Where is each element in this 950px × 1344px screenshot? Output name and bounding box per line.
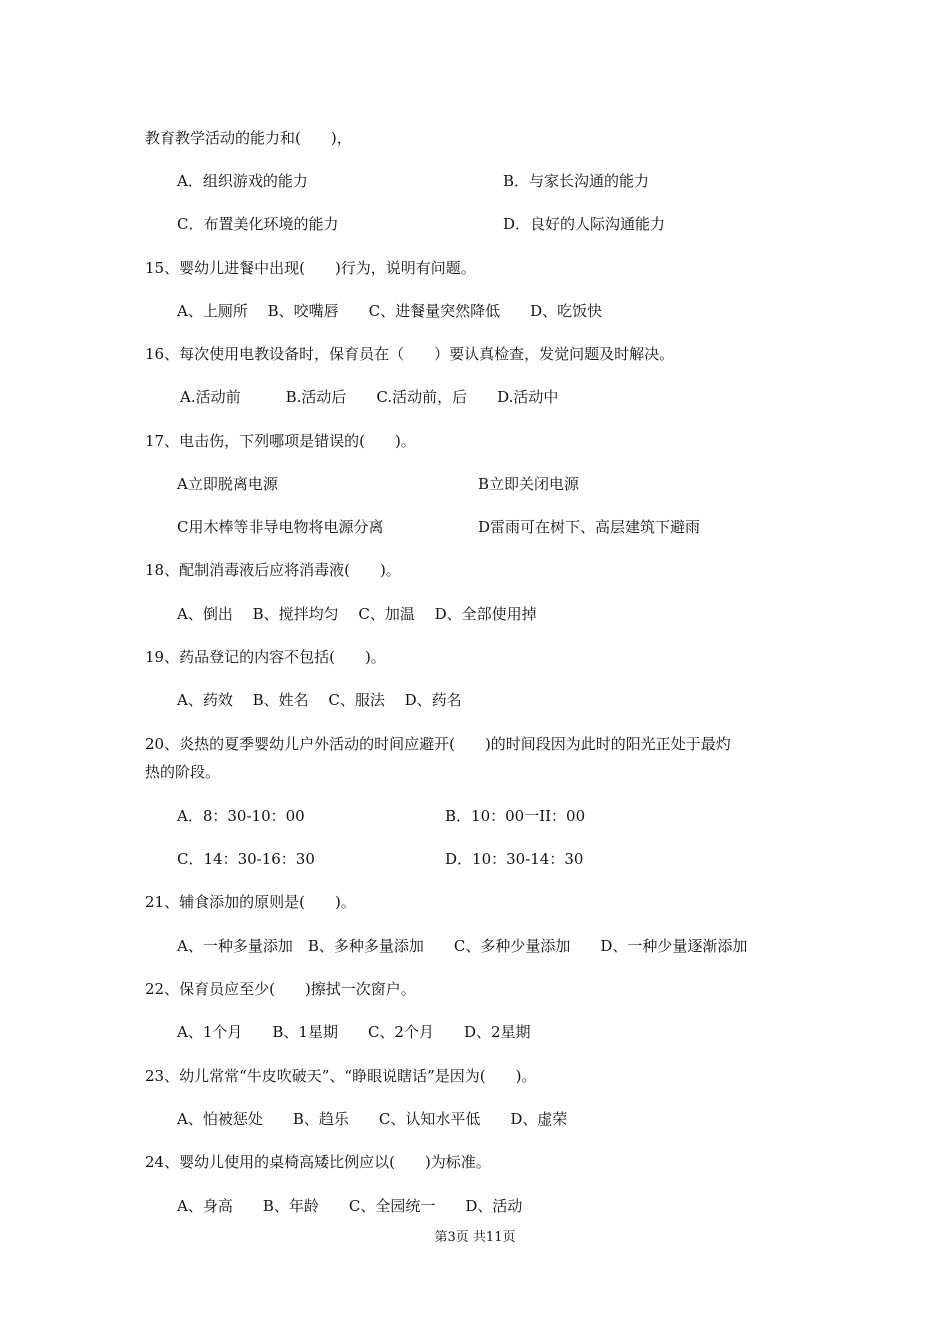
options-15: A、上厕所 B、咬嘴唇 C、进餐量突然降低 D、吃饭快 bbox=[177, 302, 603, 320]
question-17: 17、电击伤，下列哪项是错误的( )。 bbox=[145, 432, 416, 450]
options-22: A、1个月 B、1星期 C、2个月 D、2星期 bbox=[177, 1023, 531, 1041]
question-19: 19、药品登记的内容不包括( )。 bbox=[145, 648, 386, 666]
option-d: D．良好的人际沟通能力 bbox=[503, 215, 666, 233]
question-23: 23、幼儿常常“牛皮吹破天”、“睁眼说瞎话”是因为( )。 bbox=[145, 1067, 537, 1085]
question-20-cont: 热的阶段。 bbox=[145, 763, 221, 781]
option-c: C．布置美化环境的能力 bbox=[177, 215, 339, 233]
question-24: 24、婴幼儿使用的桌椅高矮比例应以( )为标准。 bbox=[145, 1153, 491, 1171]
option-a: A立即脱离电源 bbox=[177, 475, 278, 493]
question-15: 15、婴幼儿进餐中出现( )行为，说明有问题。 bbox=[145, 259, 476, 277]
options-23: A、怕被惩处 B、趋乐 C、认知水平低 D、虚荣 bbox=[177, 1110, 568, 1128]
question-16: 16、每次使用电教设备时，保育员在（ ）要认真检查，发觉问题及时解决。 bbox=[145, 345, 675, 363]
options-16: A.活动前 B.活动后 C.活动前，后 D.活动中 bbox=[180, 388, 559, 406]
text-line: 教育教学活动的能力和( )， bbox=[145, 129, 352, 147]
option-c: C用木棒等非导电物将电源分离 bbox=[177, 518, 384, 536]
option-a: A．8：30-10：00 bbox=[177, 807, 305, 825]
option-d: D雷雨可在树下、高层建筑下避雨 bbox=[478, 518, 701, 536]
option-b: B．10：00一II：00 bbox=[445, 807, 586, 825]
options-18: A、倒出 B、搅拌均匀 C、加温 D、全部使用掉 bbox=[177, 605, 537, 623]
options-19: A、药效 B、姓名 C、服法 D、药名 bbox=[177, 691, 462, 709]
page-footer: 第3页 共11页 bbox=[434, 1230, 516, 1245]
option-d: D．10：30-14：30 bbox=[445, 850, 584, 868]
option-a: A．组织游戏的能力 bbox=[177, 172, 308, 190]
options-21: A、一种多量添加 B、多种多量添加 C、多种少量添加 D、一种少量逐渐添加 bbox=[177, 937, 748, 955]
question-18: 18、配制消毒液后应将消毒液( )。 bbox=[145, 561, 401, 579]
option-b: B．与家长沟通的能力 bbox=[503, 172, 650, 190]
question-21: 21、辅食添加的原则是( )。 bbox=[145, 893, 356, 911]
question-20: 20、炎热的夏季婴幼儿户外活动的时间应避开( )的时间段因为此时的阳光正处于最灼 bbox=[145, 735, 731, 753]
options-24: A、身高 B、年龄 C、全园统一 D、活动 bbox=[177, 1197, 523, 1215]
question-22: 22、保育员应至少( )擦拭一次窗户。 bbox=[145, 980, 416, 998]
option-c: C．14：30-16：30 bbox=[177, 850, 315, 868]
option-b: B立即关闭电源 bbox=[478, 475, 580, 493]
